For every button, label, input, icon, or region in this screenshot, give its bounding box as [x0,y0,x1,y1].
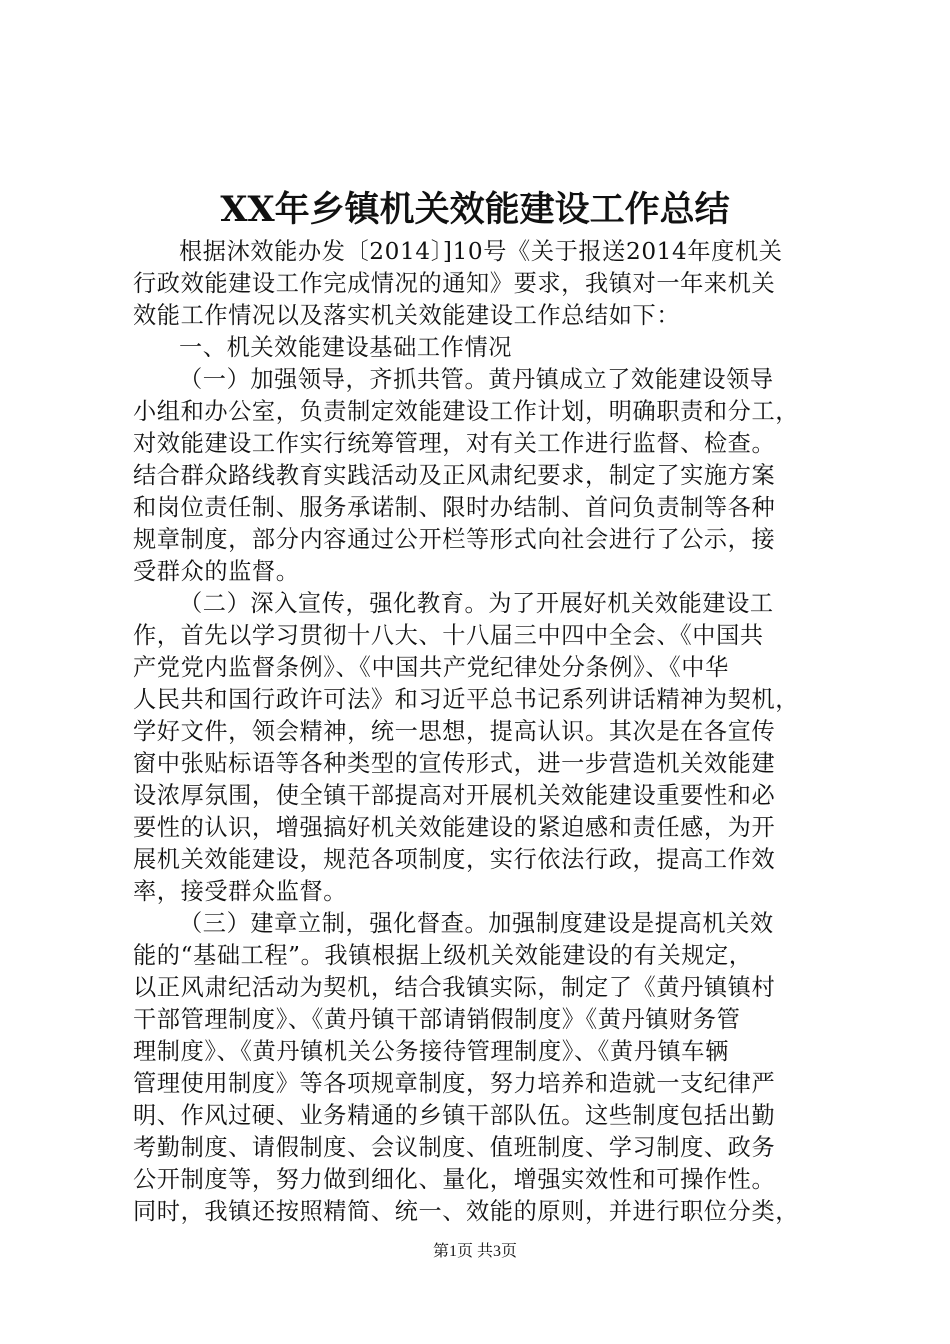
body-line: 设浓厚氛围，使全镇干部提高对开展机关效能建设重要性和必 [133,782,776,809]
body-line: 根据沐效能办发〔2014〕]10号《关于报送2014年度机关 [179,238,783,265]
body-line: （一）加强领导，齐抓共管。黄丹镇成立了效能建设领导 [179,366,774,393]
body-line: 干部管理制度》、《黄丹镇干部请销假制度》《黄丹镇财务管 [133,1006,741,1033]
body-line: 管理使用制度》等各项规章制度，努力培养和造就一支纪律严 [133,1070,776,1097]
body-line: 效能工作情况以及落实机关效能建设工作总结如下： [133,302,681,329]
body-line: 结合群众路线教育实践活动及正风肃纪要求，制定了实施方案 [133,462,776,489]
body-line: 行政效能建设工作完成情况的通知》要求，我镇对一年来机关 [133,270,776,297]
document-title: XX年乡镇机关效能建设工作总结 [220,189,730,230]
document-body [133,236,823,1228]
body-line: 率，接受群众监督。 [133,878,348,905]
page-footer: 第1页 共3页 [432,1243,517,1260]
body-line: 受群众的监督。 [133,558,300,585]
body-line: 考勤制度、请假制度、会议制度、值班制度、学习制度、政务 [133,1134,776,1161]
body-line: 小组和办公室，负责制定效能建设工作计划，明确职责和分工， [133,398,800,425]
body-line: 要性的认识，增强搞好机关效能建设的紧迫感和责任感，为开 [133,814,776,841]
body-line: 作，首先以学习贯彻十八大、十八届三中四中全会、《中国共 [133,622,764,649]
body-line: （二）深入宣传，强化教育。为了开展好机关效能建设工 [179,590,774,617]
body-line: 理制度》、《黄丹镇机关公务接待管理制度》、《黄丹镇车辆 [133,1038,729,1065]
body-line: 窗中张贴标语等各种类型的宣传形式，进一步营造机关效能建 [133,750,776,777]
section-heading: 一、机关效能建设基础工作情况 [179,334,513,361]
body-line: 和岗位责任制、服务承诺制、限时办结制、首问负责制等各种 [133,494,776,521]
body-line: 以正风肃纪活动为契机，结合我镇实际，制定了《黄丹镇镇村 [133,974,776,1001]
body-line: 能的“基础工程”。我镇根据上级机关效能建设的有关规定， [133,942,753,969]
body-line: 对效能建设工作实行统筹管理，对有关工作进行监督、检查。 [133,430,776,457]
body-line: 人民共和国行政许可法》和习近平总书记系列讲话精神为契机， [133,686,800,713]
body-line: 产党党内监督条例》、《中国共产党纪律处分条例》、《中华 [133,654,729,681]
body-line: 明、作风过硬、业务精通的乡镇干部队伍。这些制度包括出勤 [133,1102,776,1129]
body-line: 公开制度等，努力做到细化、量化，增强实效性和可操作性。 [133,1166,776,1193]
body-line: 展机关效能建设，规范各项制度，实行依法行政，提高工作效 [133,846,776,873]
body-line: 同时，我镇还按照精简、统一、效能的原则，并进行职位分类， [133,1198,800,1225]
body-line: 规章制度，部分内容通过公开栏等形式向社会进行了公示，接 [133,526,776,553]
body-line: （三）建章立制，强化督查。加强制度建设是提高机关效 [179,910,774,937]
body-line: 学好文件，领会精神，统一思想，提高认识。其次是在各宣传 [133,718,776,745]
